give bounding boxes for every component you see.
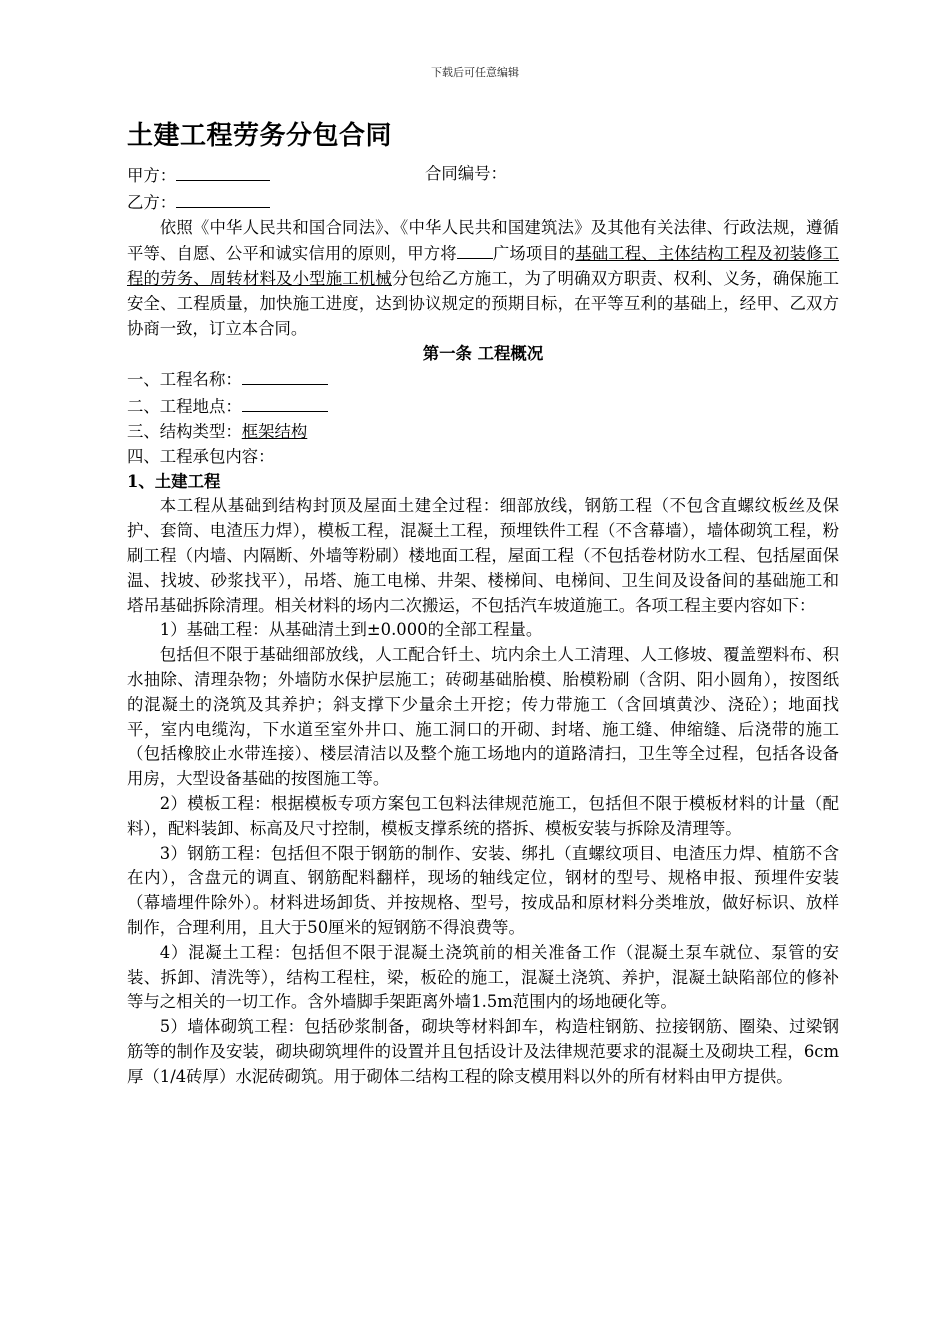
item-project-location bbox=[127, 393, 839, 420]
paragraph-concrete: 4）混凝土工程：包括但不限于混凝土浇筑前的相关准备工作（混凝土泵车就位、泵管的安装、拆卸、清洗等），结构工程柱，梁，板砼的施工，混凝土浇筑、养护，混凝土缺陷部位的修补等与之相关的一切工作。含外墙脚手架距离外墙1.5m范围内的场地硬化等。 bbox=[127, 942, 839, 1012]
project-name-label: 一、工程名称： bbox=[127, 370, 242, 390]
header-note: 下载后可任意编辑 bbox=[431, 66, 519, 79]
contract-body bbox=[127, 118, 839, 1089]
structure-type-label: 三、结构类型： bbox=[127, 421, 242, 441]
intro-text-1: 依照《中华人民共和国合同法》、《中华人民共和国建筑法》及其他有关法律、行政法规，遵循平等、自愿、公平和诚实信用的原则，甲方将 bbox=[127, 217, 839, 264]
project-name-field-blank bbox=[242, 366, 328, 385]
paragraph-formwork: 2）模板工程：根据模板专项方案包工包料法律规范施工，包括但不限于模板材料的计量（配料），配料装卸、标高及尺寸控制，模板支撑系统的搭拆、模板安装与拆除及清理等。 bbox=[127, 793, 839, 838]
project-name-blank bbox=[457, 240, 493, 259]
party-b-label: 乙方： bbox=[127, 192, 177, 212]
paragraph-masonry: 5）墙体砌筑工程：包括砂浆制备，砌块等材料卸车，构造柱钢筋、拉接钢筋、圈染、过梁钢筋等的制作及安装，砌块砌筑埋件的设置并且包括设计及法律规范要求的混凝土及砌块工程，6cm厚（1/4砖厚）水泥砖砌筑。用于砌体二结构工程的除支模用料以外的所有材料由甲方提供。 bbox=[127, 1017, 839, 1086]
project-location-blank bbox=[242, 393, 328, 412]
contract-no-label: 合同编号： bbox=[425, 164, 507, 183]
intro-scope-underlined: 基础工程、主体结构工程及初装修工程的劳务、周转材料及小型施工机械 bbox=[127, 244, 840, 289]
party-a-field bbox=[127, 162, 425, 189]
paragraph-foundation-detail: 包括但不限于基础细部放线，人工配合钎土、坑内余土人工清理、人工修坡、覆盖塑料布、积水抽除、清理杂物；外墙防水保护层施工；砖砌基础胎模、胎模粉刷（含阴、阳小圆角），按图纸的混凝土的浇筑及其养护；斜支撑下少量余土开挖；传力带施工（含回填黄沙、浇砼）；地面找平，室内电缆沟，下水道至室外井口、施工洞口的开砌、封堵、施工缝、伸缩缝、后浇带的施工（包括橡胶止水带连接）、楼层清洁以及整个施工场地内的道路清扫，卫生等全过程，包括各设备用房，大型设备基础的按图施工等。 bbox=[127, 645, 839, 789]
item-scope bbox=[127, 445, 839, 470]
party-a-blank bbox=[176, 162, 270, 181]
project-location-label: 二、工程地点： bbox=[127, 397, 242, 417]
structure-type-value: 框架结构 bbox=[241, 421, 308, 441]
party-a-row bbox=[127, 162, 839, 189]
paragraph-foundation-title: 1）基础工程：从基础清土到±0.000的全部工程量。 bbox=[159, 620, 543, 640]
party-b-blank bbox=[176, 189, 270, 208]
party-b-row bbox=[127, 189, 839, 216]
item-project-name bbox=[127, 366, 839, 393]
intro-text-4: 分包给乙方施工，为了明确双方职责、权利、义务，确保施工安全、工程质量，加快施工进度，达到协议规定的预期目标，在平等互利的基础上，经甲、乙双方协商一致，订立本合同。 bbox=[127, 269, 840, 338]
item-structure-type bbox=[127, 420, 839, 445]
paragraph-rebar: 3）钢筋工程：包括但不限于钢筋的制作、安装、绑扎（直螺纹项目、电渣压力焊、植筋不含在内），含盘元的调直、钢筋配料翻样，现场的轴线定位，钢材的型号、规格申报、预埋件安装（幕墙埋件除外）。材料进场卸货、并按规格、型号，按成品和原材料分类堆放，做好标识、放样制作，合理利用，且大于50厘米的短钢筋不得浪费等。 bbox=[127, 843, 839, 937]
intro-paragraph bbox=[127, 216, 839, 342]
scope-label: 四、工程承包内容： bbox=[127, 446, 275, 466]
section-1-heading: 1、土建工程 bbox=[127, 471, 221, 491]
intro-text-2: 广场项目的 bbox=[492, 244, 576, 264]
party-a-label: 甲方： bbox=[127, 166, 177, 185]
article-1-heading: 第一条 工程概况 bbox=[422, 343, 544, 363]
paragraph-overview: 本工程从基础到结构封顶及屋面土建全过程：细部放线，钢筋工程（不包含直螺纹板丝及保护、套筒、电渣压力焊），模板工程，混凝土工程，预埋铁件工程（不含幕墙），墙体砌筑工程，粉刷工程（内墙、内隔断、外墙等粉刷）楼地面工程，屋面工程（不包括卷材防水工程、包括屋面保温、找坡、砂浆找平），吊塔、施工电梯、井架、楼梯间、电梯间、卫生间及设备间的基础施工和塔吊基础拆除清理。相关材料的场内二次搬运，不包括汽车坡道施工。各项工程主要内容如下： bbox=[127, 496, 839, 615]
contract-title: 土建工程劳务分包合同 bbox=[127, 121, 393, 151]
contract-no-field bbox=[425, 162, 507, 189]
